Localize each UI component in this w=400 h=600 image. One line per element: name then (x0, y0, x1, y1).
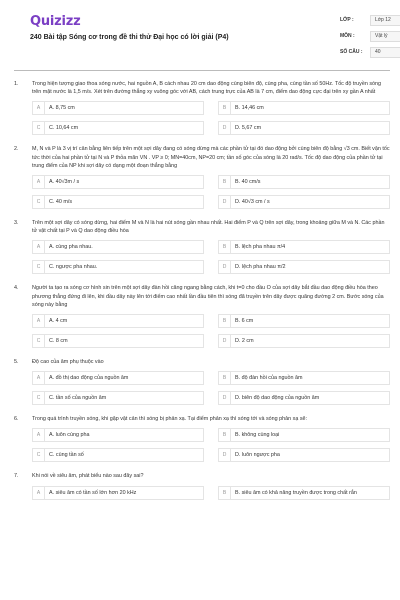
answer-option-a[interactable] (32, 314, 204, 328)
question-list (14, 80, 390, 510)
answer-options (32, 314, 390, 348)
option-text: B. độ đàn hồi của nguồn âm (235, 375, 303, 382)
meta-subject-row (340, 30, 400, 42)
answer-option-b[interactable] (218, 371, 390, 385)
option-text: A. 8,75 cm (49, 105, 75, 112)
option-letter-box: B (219, 315, 231, 327)
option-letter-box: D (219, 261, 231, 273)
answer-option-c[interactable] (32, 195, 204, 209)
answer-option-b[interactable] (218, 175, 390, 189)
option-text: D. biên độ dao động của nguồn âm (235, 395, 320, 402)
option-letter-box: B (219, 487, 231, 499)
answer-option-c[interactable] (32, 448, 204, 462)
question-stem (14, 219, 390, 235)
answer-option-a[interactable] (32, 240, 204, 254)
worksheet-meta (340, 14, 400, 62)
question-number: 4. (14, 285, 19, 292)
answer-option-d[interactable] (218, 121, 390, 135)
answer-options (32, 486, 390, 500)
question-stem (14, 415, 390, 423)
option-letter-box: C (33, 122, 45, 134)
answer-option-a[interactable] (32, 175, 204, 189)
header-divider (14, 70, 390, 71)
option-letter-box: A (33, 487, 45, 499)
meta-class-value: Lớp 12 (370, 15, 400, 26)
answer-option-b[interactable] (218, 101, 390, 115)
option-letter-box: B (219, 372, 231, 384)
answer-option-d[interactable] (218, 448, 390, 462)
question-stem (14, 145, 390, 170)
option-text: D. 5,67 cm (235, 125, 262, 132)
option-letter-box: A (33, 241, 45, 253)
answer-option-a[interactable] (32, 371, 204, 385)
option-text: B. lệch pha nhau π/4 (235, 244, 286, 251)
option-text: B. 14,46 cm (235, 105, 264, 112)
question-number: 7. (14, 473, 19, 480)
option-text: C. 40 m/s (49, 199, 73, 206)
option-text: B. không cùng loại (235, 432, 280, 439)
option-text: A. đồ thị dao động của nguồn âm (49, 375, 129, 382)
option-text: C. cùng tần số (49, 452, 84, 459)
question-stem (14, 472, 390, 480)
meta-count-row (340, 46, 400, 58)
option-letter-box: C (33, 335, 45, 347)
question-number: 3. (14, 220, 19, 227)
question-text: Trong quá trình truyền sóng, khi gặp vật cản thì sóng bị phản xạ. Tại điểm phản xạ thì sóng tới và sóng phản xạ sẽ: (32, 416, 308, 423)
meta-count-label: SỐ CÂU : (340, 49, 363, 55)
option-letter-box: A (33, 315, 45, 327)
option-letter-box: C (33, 449, 45, 461)
option-text: A. cùng pha nhau. (49, 244, 93, 251)
answer-option-a[interactable] (32, 101, 204, 115)
answer-options (32, 175, 390, 209)
option-text: D. 2 cm (235, 338, 254, 345)
option-letter-box: A (33, 429, 45, 441)
question-item (14, 358, 390, 405)
question-item (14, 415, 390, 462)
answer-option-a[interactable] (32, 486, 204, 500)
option-text: D. lệch pha nhau π/2 (235, 264, 286, 271)
answer-option-b[interactable] (218, 428, 390, 442)
option-text: A. 40√3m / s (49, 179, 80, 186)
question-number: 1. (14, 81, 19, 87)
option-letter-box: B (219, 241, 231, 253)
meta-class-row (340, 14, 400, 26)
question-text: Trong hiện tượng giao thoa sóng nước, hai nguồn A, B cách nhau 20 cm dao động cùng biên độ, cùng pha, cùng tần số 50Hz. Tốc độ truyền sóng trên mặt nước là 1,5 m/s. Xét trên đường thẳng xy vuông góc với AB, cách trung trực của AB là 7 cm, điểm dao động cực đại trên xy gần A nhất (32, 81, 382, 96)
question-stem (14, 358, 390, 366)
question-number: 6. (14, 416, 19, 423)
option-letter-box: C (33, 196, 45, 208)
question-number: 5. (14, 359, 19, 366)
option-text: D. 40√3 cm / s (235, 199, 270, 206)
meta-class-label: LỚP : (340, 17, 354, 23)
option-letter-box: D (219, 449, 231, 461)
question-text: Trên một sợi dây có sóng dừng, hai điểm M và N là hai nút sóng gần nhau nhất. Hai điểm P và Q trên sợi dây, trong khoảng giữa M và N. Các phần tử vật chất tại P và Q dao động điều hòa (32, 220, 385, 235)
option-letter-box: D (219, 196, 231, 208)
meta-count-value: 40 (370, 47, 400, 58)
option-letter-box: B (219, 102, 231, 114)
answer-option-c[interactable] (32, 391, 204, 405)
answer-options (32, 101, 390, 135)
question-text: Độ cao của âm phụ thuộc vào (32, 359, 104, 366)
answer-options (32, 371, 390, 405)
quizizz-logo: Quizizz (30, 14, 81, 29)
option-letter-box: C (33, 261, 45, 273)
option-letter-box: B (219, 429, 231, 441)
option-text: A. luôn cùng pha (49, 432, 90, 439)
answer-option-d[interactable] (218, 195, 390, 209)
option-letter-box: D (219, 392, 231, 404)
worksheet-title: 240 Bài tập Sóng cơ trong đề thi thử Đại học có lời giải (P4) (30, 34, 229, 41)
worksheet-header (14, 0, 391, 66)
option-text: A. siêu âm có tần số lớn hơn 20 kHz (49, 489, 137, 496)
answer-option-b[interactable] (218, 486, 390, 500)
answer-option-c[interactable] (32, 334, 204, 348)
option-letter-box: D (219, 122, 231, 134)
option-letter-box: D (219, 335, 231, 347)
question-number: 2. (14, 146, 19, 153)
answer-option-c[interactable] (32, 260, 204, 274)
option-text: A. 4 cm (49, 318, 68, 325)
question-text: Khi nói về siêu âm, phát biểu nào sau đây sai? (32, 473, 144, 480)
answer-option-b[interactable] (218, 314, 390, 328)
option-letter-box: A (33, 102, 45, 114)
meta-subject-value: Vật lý (370, 31, 400, 42)
option-letter-box: A (33, 372, 45, 384)
answer-option-d[interactable] (218, 260, 390, 274)
question-text: Người ta tạo ra sóng cơ hình sin trên một sợi dây đàn hồi căng ngang bằng cách, khi t=0 cho đầu O của sợi dây bắt đầu dao động điều hòa theo phương thẳng đứng đi lên, khi đầu dây này lên tới điểm cao nhất lần đầu tiên thì sóng đã truyền trên dây được quãng đường 2 cm. Bước sóng của sóng này bằng (32, 285, 384, 308)
option-text: B. siêu âm có khả năng truyền được trong chất rắn (235, 489, 357, 496)
answer-option-b[interactable] (218, 240, 390, 254)
answer-option-d[interactable] (218, 334, 390, 348)
question-text: M, N và P là 3 vị trí cân bằng liên tiếp trên một sợi dây đang có sóng dừng mà các phần tử tại đó dao động bởi cùng biên độ bằng √3 cm. Biết vận tốc tức thời của hai phần tử tại N và P thỏa mãn VN . VP ≥ 0; MN=40cm, NP=20 cm; tần số góc của sóng là 20 rad/s. Tốc độ dao động của phần tử tại trung điểm của NP khi sợi dây có dạng một đoạn thẳng bằng (32, 146, 390, 169)
answer-option-c[interactable] (32, 121, 204, 135)
question-item (14, 145, 390, 209)
option-text: C. ngược pha nhau. (49, 264, 98, 271)
question-stem (14, 284, 390, 309)
question-item (14, 472, 390, 499)
option-text: B. 6 cm (235, 318, 254, 325)
option-text: C. 8 cm (49, 338, 68, 345)
answer-options (32, 428, 390, 462)
option-text: D. luôn ngược pha (235, 452, 280, 459)
option-text: C. tần số của nguồn âm (49, 395, 107, 402)
answer-options (32, 240, 390, 274)
question-item (14, 284, 390, 348)
question-item (14, 219, 390, 274)
question-item (14, 80, 390, 135)
option-text: C. 10,64 cm (49, 125, 79, 132)
option-letter-box: B (219, 176, 231, 188)
option-text: B. 40 cm/s (235, 179, 261, 186)
meta-subject-label: MÔN : (340, 33, 355, 39)
option-letter-box: A (33, 176, 45, 188)
question-stem (14, 80, 390, 96)
answer-option-d[interactable] (218, 391, 390, 405)
answer-option-a[interactable] (32, 428, 204, 442)
option-letter-box: C (33, 392, 45, 404)
